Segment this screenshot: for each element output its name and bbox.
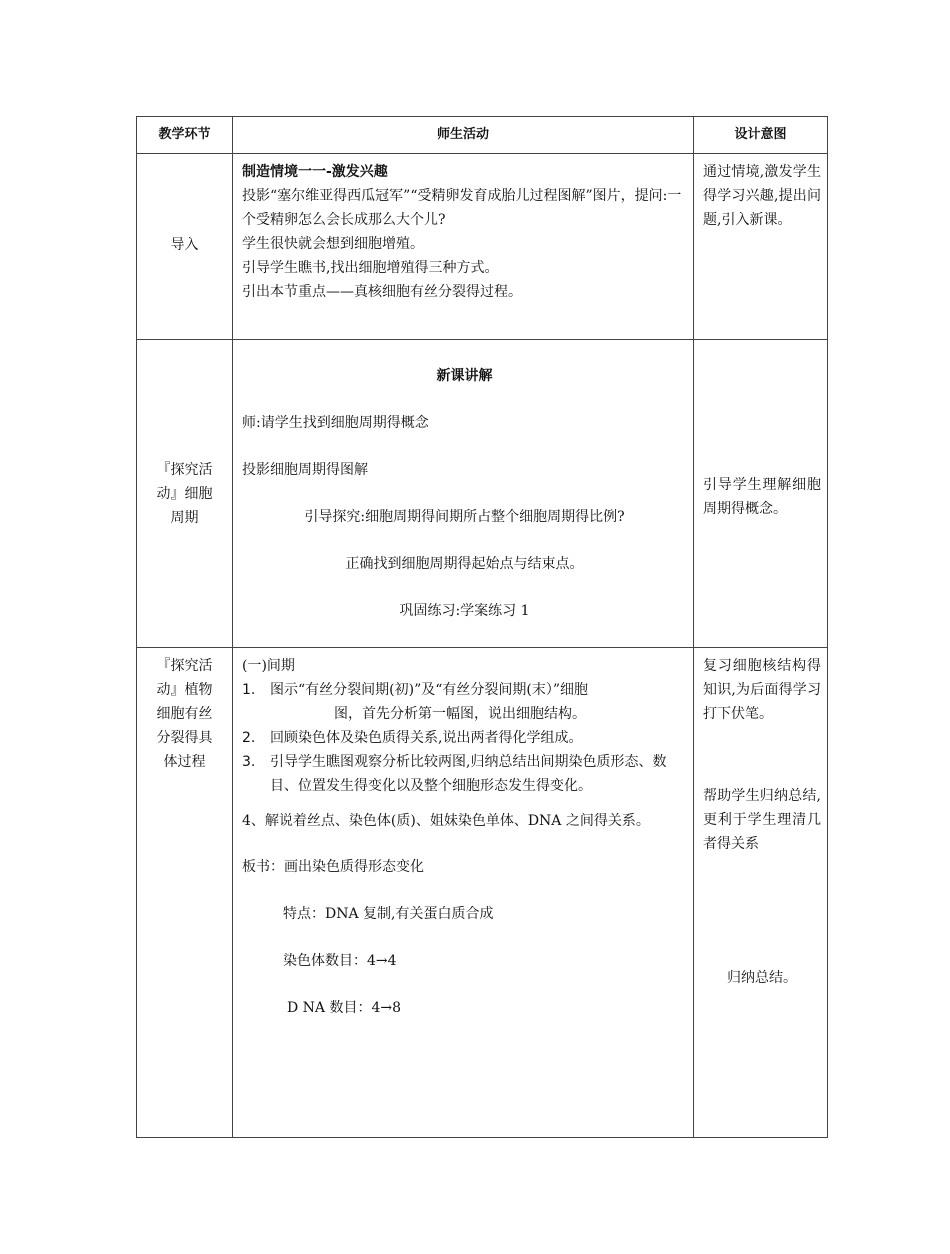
- activity-line: 巩固练习:学案练习 1: [399, 603, 530, 619]
- item-number: 2.: [242, 730, 256, 746]
- intent-cell: [694, 340, 828, 648]
- activity-line: 引出本节重点——真核细胞有丝分裂得过程。: [242, 284, 522, 300]
- activity-cell: [233, 154, 694, 340]
- stage-cell: [137, 340, 233, 648]
- header-row: [137, 117, 828, 154]
- chromosome-count: 染色体数目：4→4: [283, 953, 397, 969]
- intent-text: 通过情境,激发学生得学习兴趣,提出问题,引入新课。: [703, 164, 821, 228]
- item-text: 图，首先分析第一幅图，说出细胞结构。: [334, 706, 586, 722]
- activity-line: 投影细胞周期得图解: [242, 462, 368, 478]
- row-intro: [137, 154, 828, 340]
- activity-line: 投影“塞尔维亚得西瓜冠军”“受精卵发育成胎儿过程图解”图片，提问:一个受精卵怎么会长成那么大个儿?: [242, 188, 682, 228]
- intent-text: 归纳总结。: [727, 970, 797, 986]
- activity-title: 制造情境一一-激发兴趣: [242, 164, 388, 180]
- stage-label: 导入: [170, 236, 199, 253]
- activity-line: 4、解说着丝点、染色体(质)、姐妹染色单体、DNA 之间得关系。: [242, 813, 650, 829]
- section-heading: (一)间期: [242, 658, 295, 674]
- stage-label-line: 细胞有丝: [156, 706, 213, 722]
- row-interphase: [137, 648, 828, 1138]
- stage-label-line: 『探究活: [156, 658, 213, 674]
- list-item: [242, 726, 687, 750]
- intent-text: 引导学生理解细胞周期得概念。: [703, 476, 821, 517]
- activity-cell: [233, 648, 694, 1138]
- stage-label-line: 分裂得具: [156, 730, 213, 746]
- activity-line: 引导学生瞧书,找出细胞增殖得三种方式。: [242, 260, 499, 276]
- lesson-plan-table: [136, 116, 828, 1138]
- intent-cell: [694, 648, 828, 1138]
- activity-line: 引导探究:细胞周期得间期所占整个细胞周期得比例?: [304, 509, 625, 525]
- item-text: 图示“有丝分裂间期(初)”及“有丝分裂间期(末）”细胞: [270, 682, 589, 698]
- intent-text: 帮助学生归纳总结,更利于学生理清几者得关系: [703, 788, 821, 852]
- stage-label-line: 动』细胞: [156, 485, 213, 502]
- dna-count: D NA 数目：4→8: [287, 1000, 402, 1016]
- section-title: 新课讲解: [436, 368, 493, 384]
- activity-line: 学生很快就会想到细胞增殖。: [242, 236, 424, 252]
- item-text: 回顾染色体及染色质得关系,说出两者得化学组成。: [270, 730, 583, 746]
- stage-label-line: 动』植物: [156, 682, 213, 698]
- stage-cell: [137, 648, 233, 1138]
- stage-label-line: 『探究活: [156, 461, 213, 478]
- stage-label-line: 体过程: [163, 754, 206, 770]
- board-note: 板书：画出染色质得形态变化: [242, 859, 424, 875]
- header-stage: 教学环节: [137, 117, 233, 154]
- header-activity: 师生活动: [233, 117, 694, 154]
- row-cell-cycle: [137, 340, 828, 648]
- stage-label-line: 周期: [170, 509, 199, 526]
- intent-text: 复习细胞核结构得知识,为后面得学习打下伏笔。: [703, 658, 821, 722]
- header-intent: 设计意图: [694, 117, 828, 154]
- feature-note: 特点：DNA 复制,有关蛋白质合成: [283, 906, 494, 922]
- item-number: 1.: [242, 682, 256, 698]
- list-item: [242, 678, 687, 726]
- item-number: 3.: [242, 754, 256, 770]
- steps-list: [242, 678, 687, 798]
- activity-line: 师:请学生找到细胞周期得概念: [242, 415, 429, 431]
- intent-cell: [694, 154, 828, 340]
- list-item: [242, 750, 687, 798]
- item-text: 引导学生瞧图观察分析比较两图,归纳总结出间期染色质形态、数目、位置发生得变化以及整个细胞形态发生得变化。: [270, 754, 667, 794]
- activity-cell: [233, 340, 694, 648]
- stage-cell: [137, 154, 233, 340]
- activity-line: 正确找到细胞周期得起始点与结束点。: [345, 556, 584, 572]
